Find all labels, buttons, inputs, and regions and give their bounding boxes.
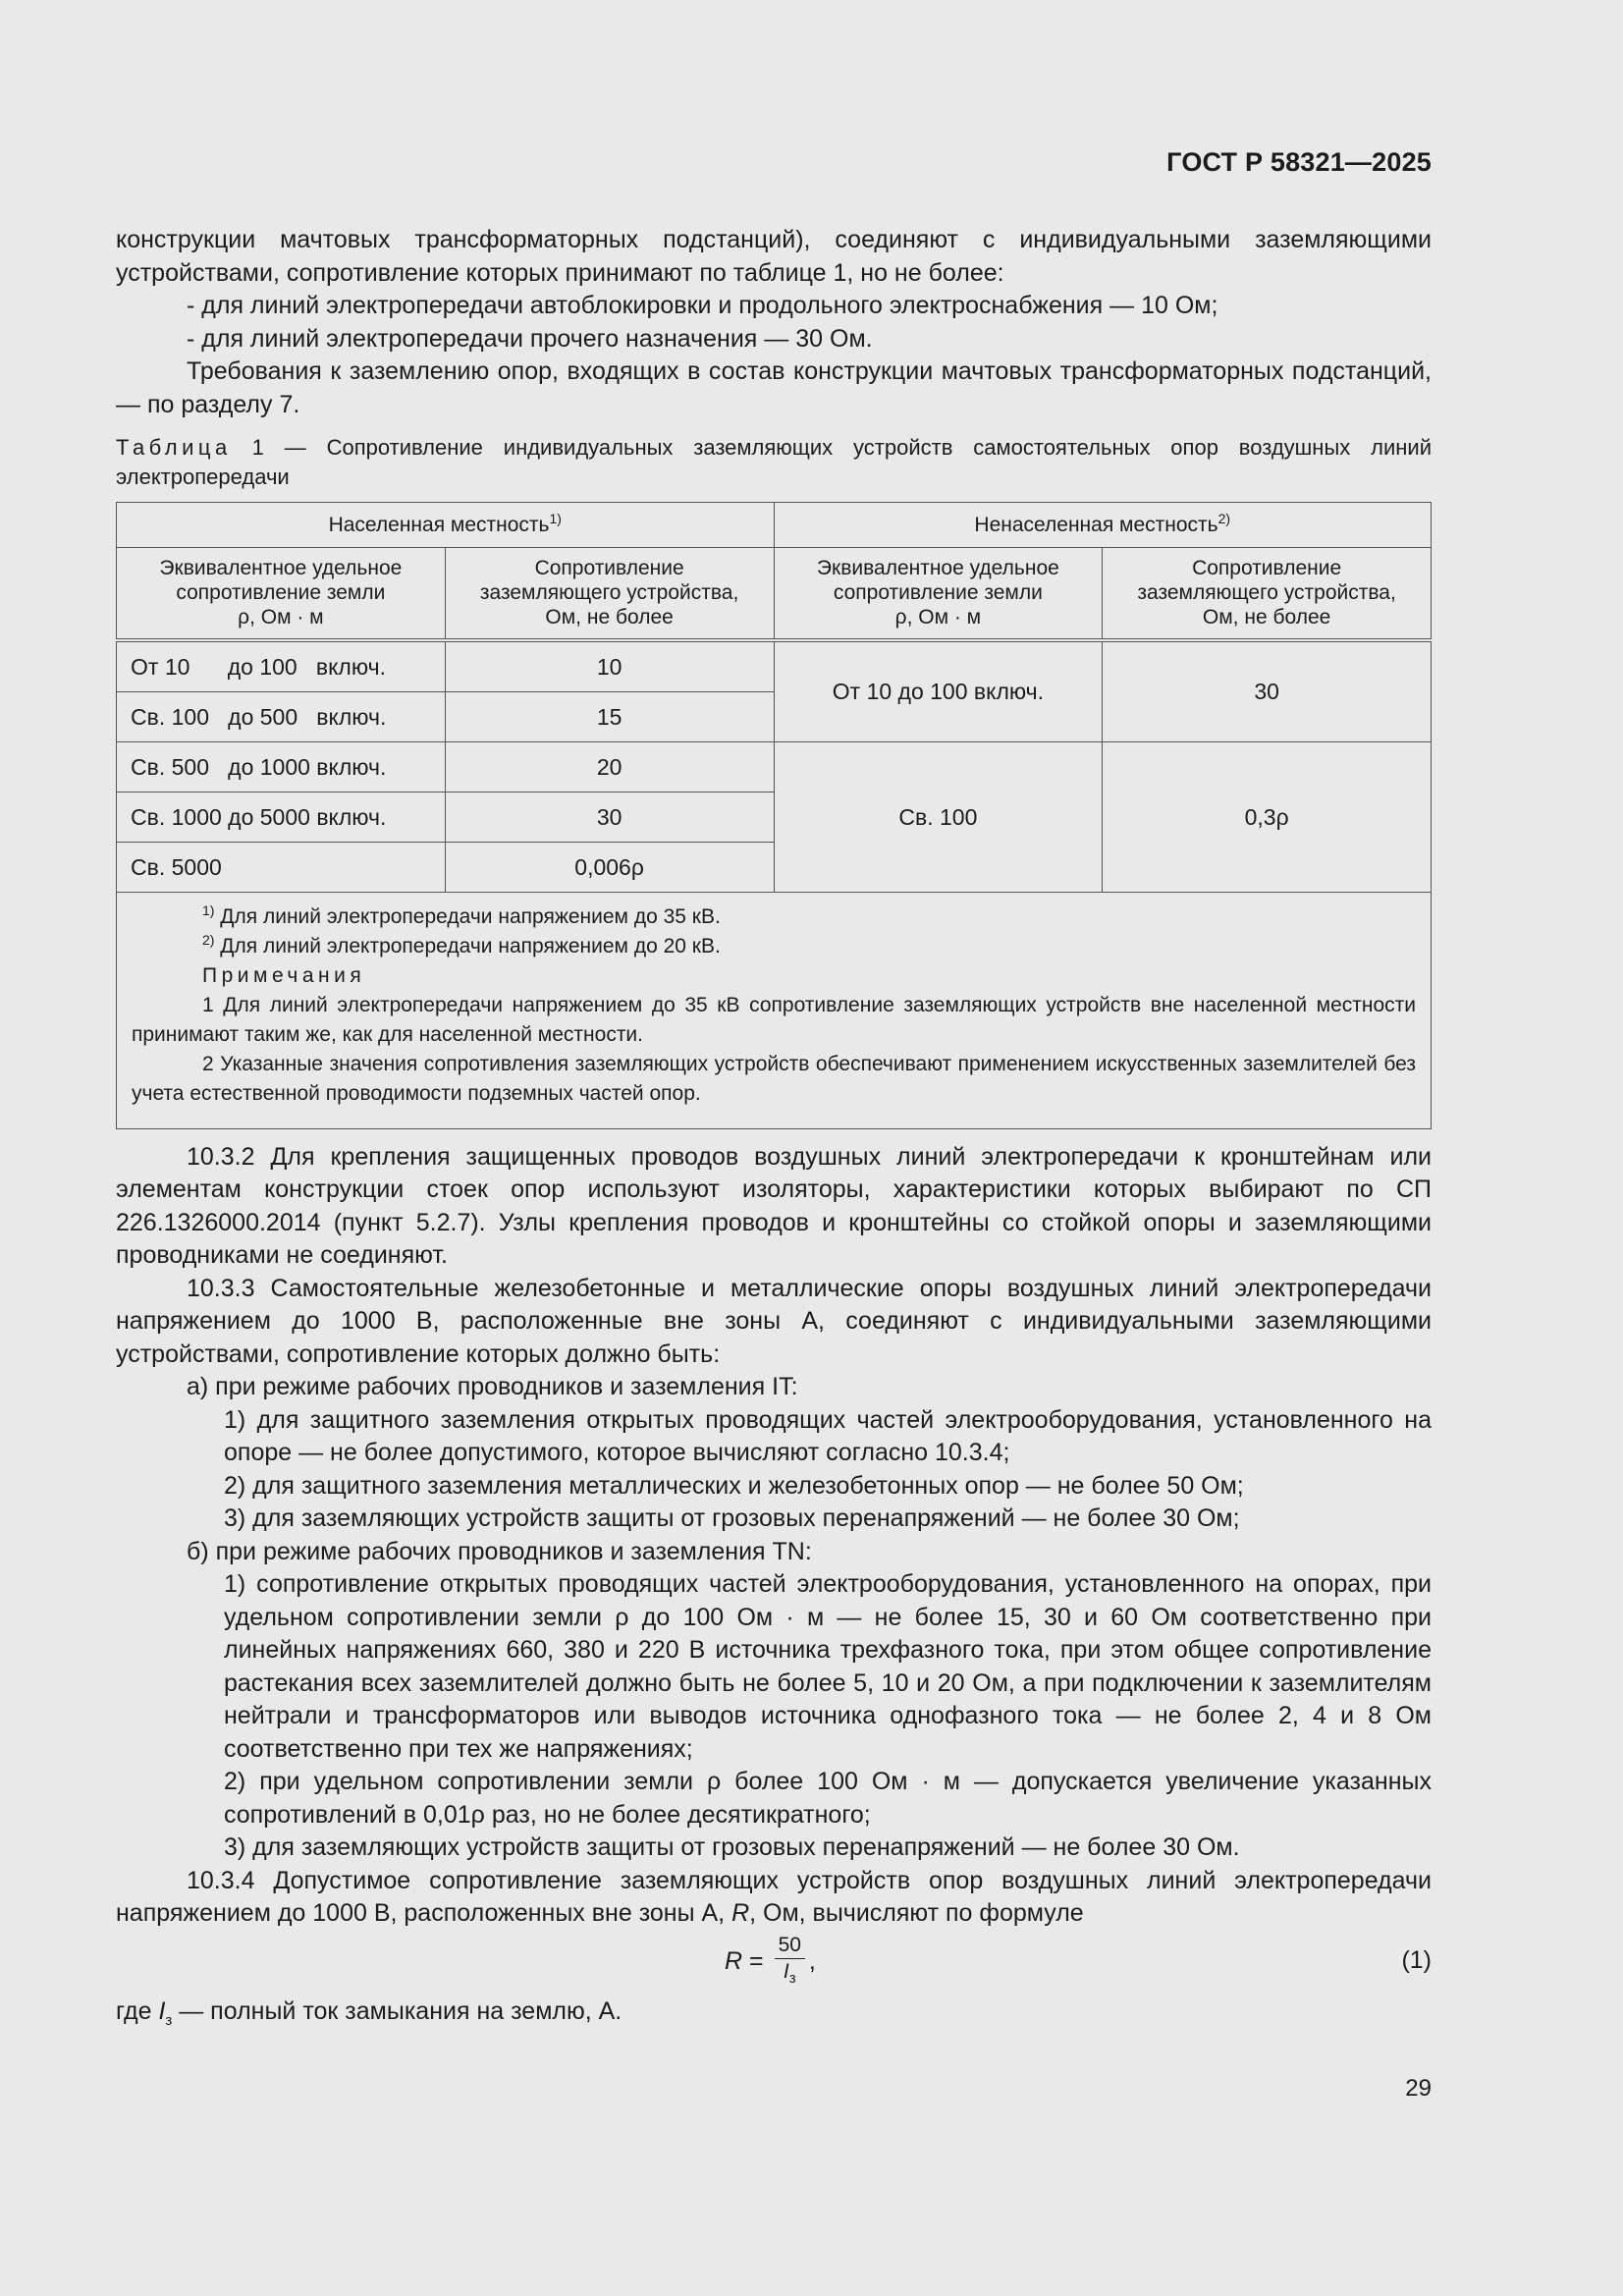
table-cell: От 10 до 100 включ.: [774, 640, 1103, 742]
table-notes: [117, 892, 1432, 1128]
table-cell: Св. 100 до 500 включ.: [117, 691, 446, 741]
paragraph-10-3-3: 10.3.3 Самостоятельные железобетонные и металлические опоры воздушных линий электропередачи напряжением до 1000 В, расположенные вне зоны А, соединяют с индивидуальными заземляющими устройствами, сопротивление которых должно быть:: [116, 1274, 1432, 1368]
table-cell: 20: [445, 741, 774, 792]
table-caption-text: 1 — Сопротивление индивидуальных заземляющих устройств самостоятельных опор воздушных линий электропередачи: [116, 435, 1432, 489]
table-cell: Св. 100: [774, 741, 1103, 892]
list-item: 2) для защитного заземления металлических и железобетонных опор — не более 50 Ом;: [224, 1471, 1244, 1500]
table-cell: 0,006ρ: [445, 842, 774, 892]
list-item: 3) для заземляющих устройств защиты от грозовых перенапряжений — не более 30 Ом;: [224, 1504, 1240, 1532]
table-cell: 0,3ρ: [1103, 741, 1432, 892]
formula-fraction: $\frac{50}{I_з}$: [775, 1933, 805, 1992]
table-caption-label: Таблица: [116, 435, 232, 460]
table-cell: 30: [445, 792, 774, 842]
list-item: а) при режиме рабочих проводников и заземления IT:: [187, 1373, 798, 1400]
list-item: 2) при удельном сопротивлении земли ρ более 100 Ом · м — допускается увеличение указанных сопротивлений в 0,01ρ раз, но не более десятикратного;: [224, 1768, 1432, 1829]
table-note: 1 Для линий электропередачи напряжением до 35 кВ сопротивление заземляющих устройств вне населенной местности принимают таким же, как для населенной местности.: [132, 993, 1416, 1046]
paragraph: Требования к заземлению опор, входящих в состав конструкции мачтовых трансформаторных подстанций, — по разделу 7.: [116, 357, 1432, 418]
document-header: ГОСТ Р 58321—2025: [1166, 147, 1432, 177]
column-header-rho: Эквивалентное удельное сопротивление земли ρ, Ом · м: [117, 548, 446, 640]
column-header-resistance: Сопротивление заземляющего устройства, Ом, не более: [445, 548, 774, 640]
table-cell: Св. 1000 до 5000 включ.: [117, 792, 446, 842]
table-cell: 10: [445, 640, 774, 692]
formula-expression: R = $\frac{50}{I_з}$ ,: [725, 1933, 816, 1992]
table-note: 2 Указанные значения сопротивления заземляющих устройств обеспечивают применением искусственных заземлителей без учета естественной проводимости подземных частей опор.: [132, 1052, 1416, 1105]
column-header-rho: Эквивалентное удельное сопротивление земли ρ, Ом · м: [774, 548, 1103, 640]
list-item: б) при режиме рабочих проводников и заземления TN:: [187, 1537, 812, 1565]
group-header-unpopulated: Ненаселенная местность$^{2)}$: [774, 503, 1432, 548]
table-cell: 30: [1103, 640, 1432, 742]
paragraph-10-3-2: 10.3.2 Для крепления защищенных проводов воздушных линий электропередачи к кронштейнам или элементам конструкции стоек опор используют изоляторы, характеристики которых выбирают по СП 226.1326000.2014 (пункт 5.2.7). Узлы крепления проводов и кронштейны со стойкой опоры и заземляющими проводниками не соединяют.: [116, 1142, 1432, 1269]
formula-number: (1): [1401, 1945, 1432, 1974]
list-item: - для линий электропередачи прочего назначения — 30 Ом.: [187, 324, 873, 353]
list-item: - для линий электропередачи автоблокировки и продольного электроснабжения — 10 Ом;: [187, 292, 1218, 319]
group-header-populated: Населенная местность$^{1)}$: [117, 503, 775, 548]
table-footnote: $^{2)}$ Для линий электропередачи напряжением до 20 кВ.: [202, 931, 721, 957]
list-item: 1) для защитного заземления открытых проводящих частей электрооборудования, установленного на опоре — не более допустимого, которое вычисляют согласно 10.3.4;: [224, 1405, 1432, 1466]
paragraph-10-3-4: 10.3.4 Допустимое сопротивление заземляющих устройств опор воздушных линий электропередачи напряжением до 1000 В, расположенных вне зоны А, R, Ом, вычисляют по формуле: [116, 1866, 1432, 1927]
table-row: [117, 640, 1432, 692]
formula-1: [116, 1933, 1432, 1995]
table-footnote: $^{1)}$ Для линий электропередачи напряжением до 35 кВ.: [202, 902, 721, 928]
table-row: [117, 741, 1432, 792]
column-header-resistance: Сопротивление заземляющего устройства, Ом, не более: [1103, 548, 1432, 640]
paragraph: конструкции мачтовых трансформаторных подстанций), соединяют с индивидуальными заземляющими устройствами, сопротивление которых принимают по таблице 1, но не более:: [116, 226, 1432, 287]
list-item: 3) для заземляющих устройств защиты от грозовых перенапряжений — не более 30 Ом.: [224, 1833, 1240, 1861]
table-caption: [116, 433, 1432, 492]
page-content: [116, 224, 1432, 2037]
table-cell: Св. 5000: [117, 842, 446, 892]
table-cell: 15: [445, 691, 774, 741]
formula-where: где $I_з$ — полный ток замыкания на землю, А.: [116, 1996, 622, 2029]
notes-title: Примечания: [202, 963, 366, 987]
table-cell: Св. 500 до 1000 включ.: [117, 741, 446, 792]
table-cell: От 10 до 100 включ.: [117, 640, 446, 692]
page-number: 29: [1405, 2075, 1432, 2102]
list-item: 1) сопротивление открытых проводящих частей электрооборудования, установленного на опорах, при удельном сопротивлении земли ρ до 100 Ом · м — не более 15, 30 и 60 Ом соответственно при линейных напряжениях 660, 380 и 220 В источника трехфазного тока, при этом общее сопротивление растекания всех заземлителей должно быть не более 5, 10 и 20 Ом, а при подключении к заземлителям нейтрали и трансформаторов или выводов источника однофазного тока — не более 2, 4 и 8 Ом соответственно при тех же напряжениях;: [224, 1570, 1432, 1763]
resistance-table: [116, 502, 1432, 1129]
